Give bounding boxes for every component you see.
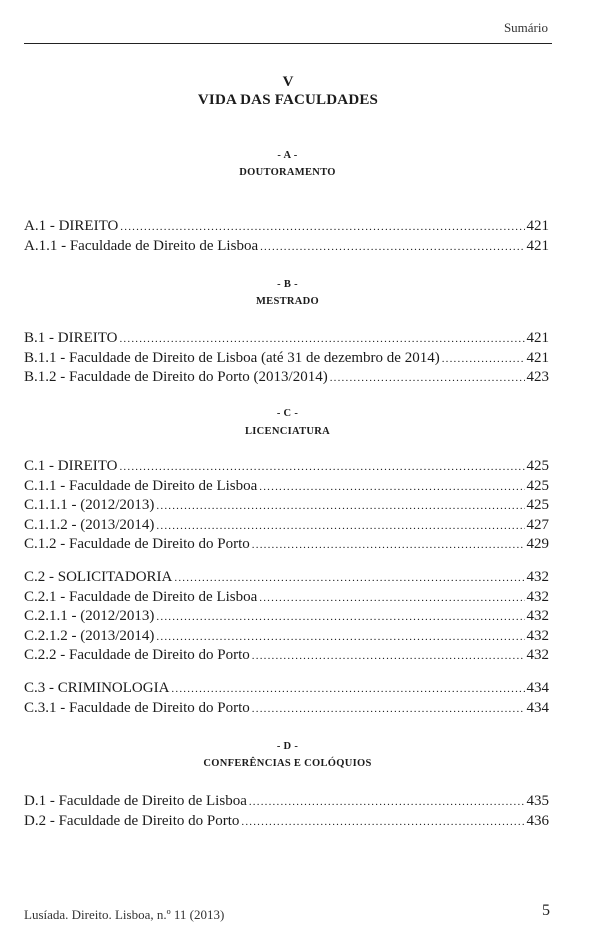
toc-entry[interactable]	[24, 679, 549, 699]
toc-entry-label: B.1 - DIREITO	[24, 330, 118, 346]
section-c-group-3	[24, 679, 549, 718]
toc-entry-label: B.1.2 - Faculdade de Direito do Porto (2013/2014)	[24, 369, 328, 385]
toc-entry[interactable]	[24, 477, 549, 497]
toc-entry-label: B.1.1 - Faculdade de Direito de Lisboa (até 31 de dezembro de 2014)	[24, 349, 440, 366]
dot-leader	[119, 458, 524, 478]
header-rule	[24, 43, 552, 44]
dot-leader	[171, 680, 524, 700]
dot-leader	[156, 628, 524, 648]
page-number: 5	[542, 902, 550, 919]
section-a-title: DOUTORAMENTO	[239, 167, 336, 178]
toc-entry-label: C.2 - SOLICITADORIA	[24, 569, 173, 585]
toc-entry-label: C.2.1 - Faculdade de Direito de Lisboa	[24, 588, 258, 605]
toc-entry-page: 434	[526, 699, 549, 716]
toc-entry-page: 425	[526, 458, 549, 474]
dot-leader	[252, 700, 525, 720]
section-d-entries	[24, 792, 549, 831]
toc-entry[interactable]	[24, 588, 549, 608]
toc-entry-label: C.2.2 - Faculdade de Direito do Porto	[24, 647, 250, 663]
toc-entry-label: A.1.1 - Faculdade de Direito de Lisboa	[24, 237, 259, 254]
dot-leader	[156, 517, 524, 537]
section-a-entries	[24, 217, 549, 256]
toc-entry-page: 432	[526, 569, 549, 585]
toc-entry-page: 429	[526, 536, 549, 552]
toc-entry[interactable]	[24, 646, 549, 666]
dot-leader	[119, 330, 524, 350]
toc-entry-page: 434	[526, 680, 549, 696]
section-c-title: LICENCIATURA	[244, 426, 331, 437]
toc-entry[interactable]	[24, 535, 549, 555]
toc-entry-label: C.1.2 - Faculdade de Direito do Porto	[24, 536, 250, 552]
toc-entry-label: C.1 - DIREITO	[24, 458, 118, 474]
part-number: V	[282, 74, 294, 90]
footer-citation: Lusíada. Direito. Lisboa, n.º 11 (2013)	[24, 907, 225, 922]
section-a-letter: - A -	[277, 150, 298, 161]
toc-entry[interactable]	[24, 496, 549, 516]
toc-entry-page: 423	[526, 369, 549, 385]
section-d-title: CONFERÊNCIAS E COLÓQUIOS	[203, 758, 372, 769]
toc-entry-page: 425	[526, 497, 549, 513]
toc-entry[interactable]	[24, 349, 549, 369]
dot-leader	[252, 647, 525, 667]
toc-entry-label: A.1 - DIREITO	[24, 218, 119, 234]
toc-entry[interactable]	[24, 607, 549, 627]
dot-leader	[259, 589, 524, 609]
toc-entry[interactable]	[24, 237, 549, 257]
toc-entry-label: C.1.1 - Faculdade de Direito de Lisboa	[24, 477, 258, 494]
dot-leader	[259, 478, 524, 498]
toc-entry[interactable]	[24, 627, 549, 647]
section-b-letter: - B -	[277, 279, 298, 290]
toc-entry[interactable]	[24, 568, 549, 588]
toc-entry[interactable]	[24, 217, 549, 237]
toc-entry-page: 421	[526, 349, 549, 366]
toc-entry-page: 427	[526, 516, 549, 533]
dot-leader	[330, 369, 525, 389]
toc-entry[interactable]	[24, 699, 549, 719]
toc-entry-page: 432	[526, 647, 549, 663]
dot-leader	[120, 218, 524, 238]
toc-entry-page: 421	[526, 237, 549, 254]
toc-entry-label: C.2.1.1 - (2012/2013)	[24, 608, 155, 624]
toc-entry-page: 432	[526, 588, 549, 605]
toc-entry-label: D.2 - Faculdade de Direito do Porto	[24, 812, 240, 829]
dot-leader	[249, 793, 525, 813]
dot-leader	[241, 813, 524, 833]
toc-entry-page: 425	[526, 477, 549, 494]
dot-leader	[442, 350, 525, 370]
section-c-group-2	[24, 568, 549, 666]
toc-entry-page: 432	[526, 608, 549, 624]
section-d-letter: - D -	[276, 741, 299, 752]
toc-entry-label: C.3 - CRIMINOLOGIA	[24, 680, 170, 696]
dot-leader	[174, 569, 524, 589]
toc-entry[interactable]	[24, 368, 549, 388]
toc-entry-label: D.1 - Faculdade de Direito de Lisboa	[24, 793, 247, 809]
toc-entry-page: 436	[526, 812, 549, 829]
toc-entry-page: 435	[526, 793, 549, 809]
section-b-title: MESTRADO	[255, 296, 320, 307]
toc-entry-page: 432	[526, 627, 549, 644]
dot-leader	[260, 238, 524, 258]
toc-entry-label: C.1.1.2 - (2013/2014)	[24, 516, 155, 533]
dot-leader	[156, 497, 524, 517]
toc-entry[interactable]	[24, 457, 549, 477]
section-c-group-1	[24, 457, 549, 555]
toc-entry-page: 421	[526, 330, 549, 346]
toc-entry[interactable]	[24, 812, 549, 832]
dot-leader	[252, 536, 525, 556]
part-title: VIDA DAS FACULDADES	[197, 92, 379, 108]
section-b-entries	[24, 329, 549, 388]
toc-entry[interactable]	[24, 516, 549, 536]
dot-leader	[156, 608, 524, 628]
running-head: Sumário	[503, 20, 548, 35]
toc-entry[interactable]	[24, 792, 549, 812]
toc-entry[interactable]	[24, 329, 549, 349]
toc-entry-label: C.3.1 - Faculdade de Direito do Porto	[24, 699, 250, 716]
section-c-letter: - C -	[276, 408, 299, 419]
toc-entry-page: 421	[526, 218, 549, 234]
toc-entry-label: C.2.1.2 - (2013/2014)	[24, 627, 155, 644]
toc-entry-label: C.1.1.1 - (2012/2013)	[24, 497, 155, 513]
